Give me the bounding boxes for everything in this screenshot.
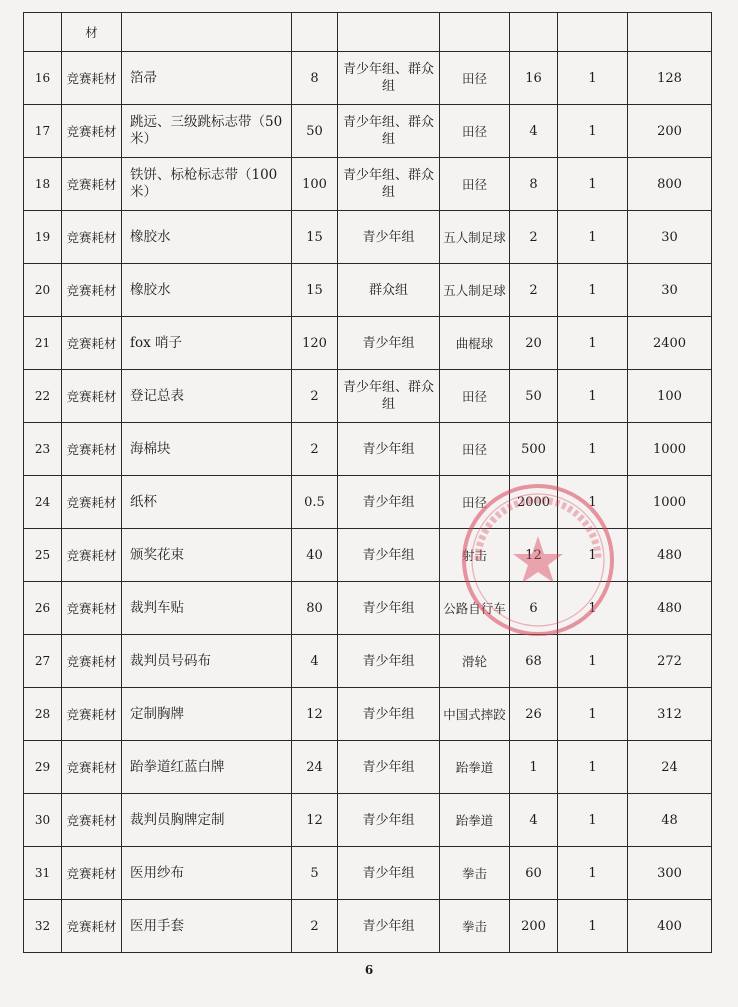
- cell-times: 1: [558, 52, 628, 105]
- cell-sport: 田径: [440, 158, 510, 211]
- cell-group: 青少年组、群众组: [338, 52, 440, 105]
- table-row: [24, 794, 712, 847]
- table-row: [24, 264, 712, 317]
- cell-category: 竞赛耗材: [62, 211, 122, 264]
- cell-no: [24, 13, 62, 52]
- cell-qty: 500: [510, 423, 558, 476]
- cell-price: 5: [292, 847, 338, 900]
- cell-total: 300: [628, 847, 712, 900]
- cell-sport: 公路自行车: [440, 582, 510, 635]
- cell-total: 480: [628, 529, 712, 582]
- table-row: [24, 52, 712, 105]
- cell-item: 跆拳道红蓝白牌: [122, 741, 292, 794]
- cell-group: 青少年组: [338, 741, 440, 794]
- table-row: [24, 688, 712, 741]
- table-row: [24, 847, 712, 900]
- cell-qty: 2000: [510, 476, 558, 529]
- cell-total: 2400: [628, 317, 712, 370]
- cell-group: 青少年组: [338, 529, 440, 582]
- cell-group: 青少年组: [338, 900, 440, 953]
- cell-price: 2: [292, 900, 338, 953]
- cell-times: 1: [558, 900, 628, 953]
- cell-category: 材: [62, 13, 122, 52]
- cell-category: 竞赛耗材: [62, 105, 122, 158]
- cell-category: 竞赛耗材: [62, 264, 122, 317]
- cell-category: 竞赛耗材: [62, 582, 122, 635]
- cell-item: 橡胶水: [122, 211, 292, 264]
- cell-total: 30: [628, 211, 712, 264]
- cell-price: 15: [292, 211, 338, 264]
- cell-item: fox 哨子: [122, 317, 292, 370]
- cell-group: [338, 13, 440, 52]
- cell-times: 1: [558, 370, 628, 423]
- cell-item: 颁奖花束: [122, 529, 292, 582]
- table-row: [24, 900, 712, 953]
- cell-qty: 6: [510, 582, 558, 635]
- cell-item: 裁判员胸牌定制: [122, 794, 292, 847]
- cell-total: 24: [628, 741, 712, 794]
- cell-group: 青少年组: [338, 635, 440, 688]
- cell-total: 100: [628, 370, 712, 423]
- cell-group: 青少年组、群众组: [338, 370, 440, 423]
- cell-sport: 拳击: [440, 847, 510, 900]
- cell-qty: 26: [510, 688, 558, 741]
- cell-category: 竞赛耗材: [62, 476, 122, 529]
- cell-total: 272: [628, 635, 712, 688]
- cell-times: 1: [558, 582, 628, 635]
- cell-group: 青少年组: [338, 317, 440, 370]
- cell-total: 200: [628, 105, 712, 158]
- cell-category: 竞赛耗材: [62, 794, 122, 847]
- cell-times: 1: [558, 211, 628, 264]
- cell-sport: 田径: [440, 370, 510, 423]
- cell-qty: 20: [510, 317, 558, 370]
- cell-sport: 田径: [440, 476, 510, 529]
- cell-no: 19: [24, 211, 62, 264]
- cell-category: 竞赛耗材: [62, 423, 122, 476]
- budget-table: [23, 12, 712, 953]
- cell-category: 竞赛耗材: [62, 370, 122, 423]
- cell-total: 48: [628, 794, 712, 847]
- cell-times: 1: [558, 794, 628, 847]
- cell-item: 裁判车贴: [122, 582, 292, 635]
- table-row-continued: [24, 13, 712, 52]
- cell-no: 25: [24, 529, 62, 582]
- table-row: [24, 317, 712, 370]
- cell-price: [292, 13, 338, 52]
- cell-price: 4: [292, 635, 338, 688]
- cell-group: 青少年组: [338, 423, 440, 476]
- cell-times: 1: [558, 529, 628, 582]
- cell-no: 18: [24, 158, 62, 211]
- table-row: [24, 582, 712, 635]
- cell-qty: 1: [510, 741, 558, 794]
- cell-times: 1: [558, 105, 628, 158]
- page-number: 6: [364, 963, 374, 977]
- cell-qty: 2: [510, 264, 558, 317]
- table-row: [24, 370, 712, 423]
- cell-category: 竞赛耗材: [62, 688, 122, 741]
- cell-no: 24: [24, 476, 62, 529]
- cell-category: 竞赛耗材: [62, 635, 122, 688]
- cell-item: 裁判员号码布: [122, 635, 292, 688]
- cell-no: 22: [24, 370, 62, 423]
- cell-sport: 曲棍球: [440, 317, 510, 370]
- cell-item: 铁饼、标枪标志带（100米）: [122, 158, 292, 211]
- table-row: [24, 476, 712, 529]
- cell-total: [628, 13, 712, 52]
- cell-no: 30: [24, 794, 62, 847]
- table-row: [24, 105, 712, 158]
- cell-group: 青少年组: [338, 582, 440, 635]
- cell-sport: 田径: [440, 52, 510, 105]
- cell-qty: 2: [510, 211, 558, 264]
- cell-item: 医用纱布: [122, 847, 292, 900]
- cell-price: 0.5: [292, 476, 338, 529]
- cell-no: 28: [24, 688, 62, 741]
- cell-times: 1: [558, 741, 628, 794]
- cell-times: [558, 13, 628, 52]
- cell-group: 青少年组、群众组: [338, 158, 440, 211]
- cell-price: 100: [292, 158, 338, 211]
- cell-category: 竞赛耗材: [62, 158, 122, 211]
- cell-price: 40: [292, 529, 338, 582]
- cell-category: 竞赛耗材: [62, 847, 122, 900]
- cell-group: 青少年组、群众组: [338, 105, 440, 158]
- cell-group: 青少年组: [338, 847, 440, 900]
- cell-total: 400: [628, 900, 712, 953]
- cell-times: 1: [558, 688, 628, 741]
- cell-sport: 田径: [440, 423, 510, 476]
- cell-price: 24: [292, 741, 338, 794]
- cell-total: 1000: [628, 476, 712, 529]
- cell-item: 定制胸牌: [122, 688, 292, 741]
- cell-item: 登记总表: [122, 370, 292, 423]
- table-row: [24, 635, 712, 688]
- cell-category: 竞赛耗材: [62, 529, 122, 582]
- cell-no: 31: [24, 847, 62, 900]
- cell-no: 27: [24, 635, 62, 688]
- cell-no: 26: [24, 582, 62, 635]
- cell-item: 橡胶水: [122, 264, 292, 317]
- cell-price: 12: [292, 688, 338, 741]
- cell-qty: 68: [510, 635, 558, 688]
- cell-total: 128: [628, 52, 712, 105]
- cell-total: 30: [628, 264, 712, 317]
- cell-group: 青少年组: [338, 794, 440, 847]
- cell-sport: 跆拳道: [440, 794, 510, 847]
- cell-sport: [440, 13, 510, 52]
- cell-sport: 中国式摔跤: [440, 688, 510, 741]
- cell-price: 2: [292, 370, 338, 423]
- cell-total: 480: [628, 582, 712, 635]
- cell-no: 17: [24, 105, 62, 158]
- table-row: [24, 158, 712, 211]
- cell-category: 竞赛耗材: [62, 900, 122, 953]
- cell-no: 29: [24, 741, 62, 794]
- cell-times: 1: [558, 476, 628, 529]
- cell-price: 15: [292, 264, 338, 317]
- cell-category: 竞赛耗材: [62, 741, 122, 794]
- cell-qty: 4: [510, 794, 558, 847]
- cell-group: 青少年组: [338, 688, 440, 741]
- cell-qty: 12: [510, 529, 558, 582]
- cell-total: 800: [628, 158, 712, 211]
- cell-sport: 跆拳道: [440, 741, 510, 794]
- cell-qty: 16: [510, 52, 558, 105]
- cell-category: 竞赛耗材: [62, 52, 122, 105]
- table-row: [24, 529, 712, 582]
- cell-no: 23: [24, 423, 62, 476]
- table-row: [24, 211, 712, 264]
- cell-group: 青少年组: [338, 211, 440, 264]
- cell-qty: 4: [510, 105, 558, 158]
- cell-times: 1: [558, 317, 628, 370]
- cell-group: 群众组: [338, 264, 440, 317]
- cell-category: 竞赛耗材: [62, 317, 122, 370]
- cell-item: 纸杯: [122, 476, 292, 529]
- cell-sport: 田径: [440, 105, 510, 158]
- cell-item: [122, 13, 292, 52]
- cell-price: 80: [292, 582, 338, 635]
- cell-qty: [510, 13, 558, 52]
- cell-total: 1000: [628, 423, 712, 476]
- cell-sport: 拳击: [440, 900, 510, 953]
- cell-item: 箔帚: [122, 52, 292, 105]
- cell-no: 16: [24, 52, 62, 105]
- cell-price: 8: [292, 52, 338, 105]
- cell-item: 医用手套: [122, 900, 292, 953]
- cell-times: 1: [558, 847, 628, 900]
- cell-qty: 60: [510, 847, 558, 900]
- cell-no: 20: [24, 264, 62, 317]
- cell-total: 312: [628, 688, 712, 741]
- cell-times: 1: [558, 158, 628, 211]
- cell-price: 2: [292, 423, 338, 476]
- cell-item: 海棉块: [122, 423, 292, 476]
- cell-price: 120: [292, 317, 338, 370]
- cell-qty: 50: [510, 370, 558, 423]
- table-row: [24, 423, 712, 476]
- table-row: [24, 741, 712, 794]
- cell-price: 12: [292, 794, 338, 847]
- cell-group: 青少年组: [338, 476, 440, 529]
- cell-price: 50: [292, 105, 338, 158]
- cell-item: 跳远、三级跳标志带（50米）: [122, 105, 292, 158]
- cell-sport: 五人制足球: [440, 211, 510, 264]
- cell-sport: 五人制足球: [440, 264, 510, 317]
- cell-sport: 射击: [440, 529, 510, 582]
- cell-times: 1: [558, 423, 628, 476]
- cell-qty: 200: [510, 900, 558, 953]
- cell-qty: 8: [510, 158, 558, 211]
- cell-sport: 滑轮: [440, 635, 510, 688]
- cell-times: 1: [558, 264, 628, 317]
- cell-no: 32: [24, 900, 62, 953]
- cell-no: 21: [24, 317, 62, 370]
- cell-times: 1: [558, 635, 628, 688]
